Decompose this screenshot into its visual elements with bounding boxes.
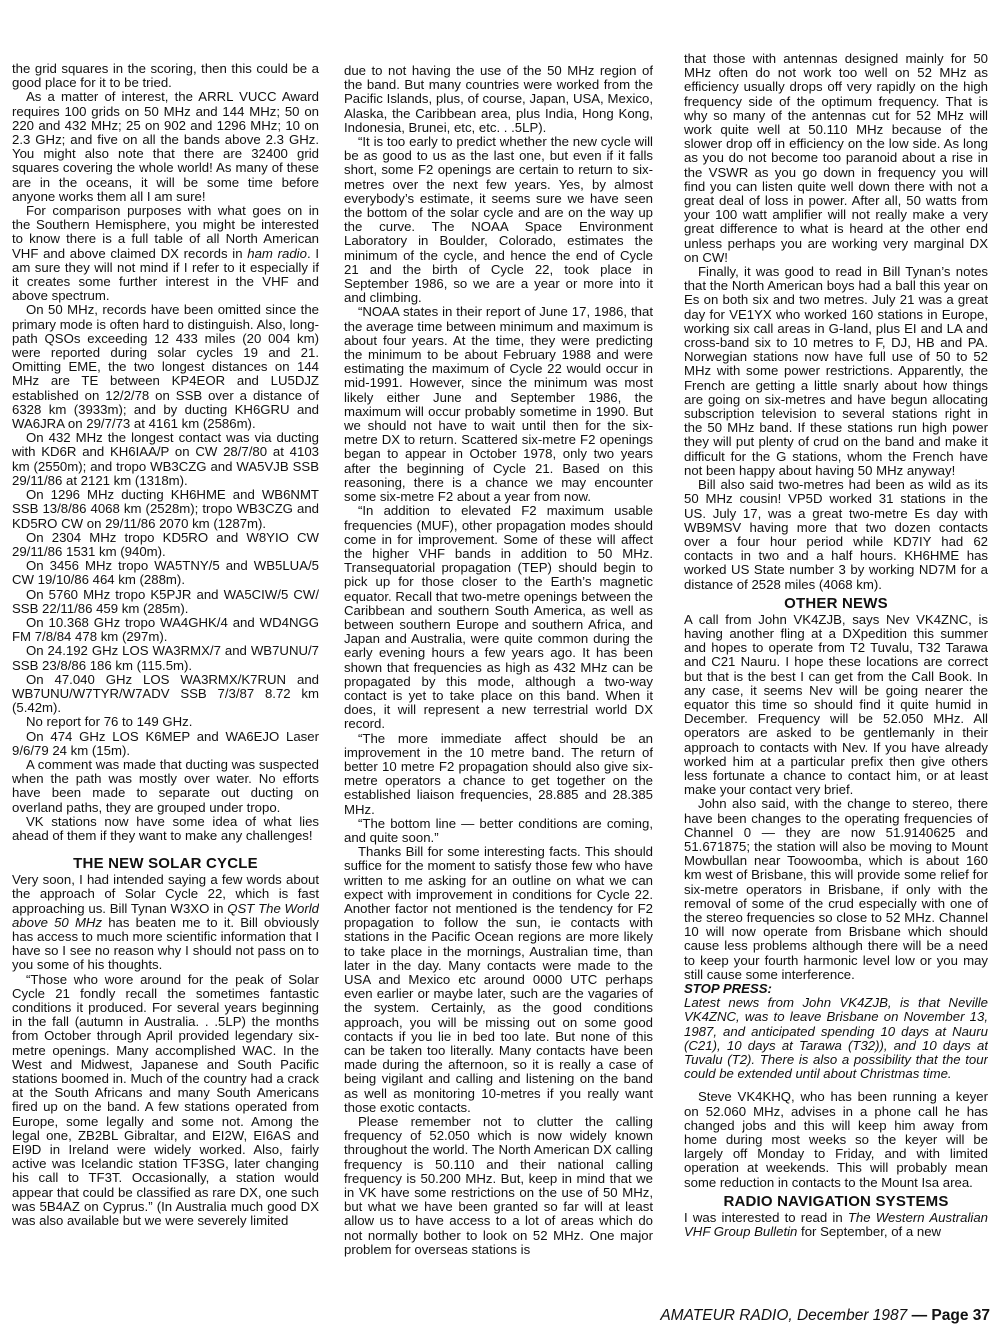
paragraph: “The bottom line — better conditions are coming, and quite soon.” [344, 815, 653, 845]
paragraph: On 474 GHz LOS K6MEP and WA6EJO Laser 9/6/79 24 km (15m). [12, 728, 319, 758]
section-heading-solar-cycle: THE NEW SOLAR CYCLE [73, 855, 258, 873]
stop-press-label: STOP PRESS: [684, 981, 772, 996]
paragraph: “In addition to elevated F2 maximum usable frequencies (MUF), other propagation modes should come in for improvement. Some of these will affect the higher VHF bands in addition to 50 MHz. Transequatorial propagation (TEP) should begin to pick up for those closer to the Earth’s magnetic equator. Recall that two-metre openings between the Caribbean and southern South America, as well as between southern Europe and southern Africa, and Japan and Australia, were quite common during the early evening hours a few years ago. It has been shown that frequencies as high as 432 MHz can be propagated by this mode, although a two-way contact is yet to take place on this band. When it does, it will represent a new terrestrial world DX record. [344, 503, 653, 732]
page-footer [660, 1307, 990, 1325]
column-3 [684, 52, 988, 1295]
paragraph: due to not having the use of the 50 MHz region of the band. But many countries were worked from the Pacific Islands, plus, of course, Japan, USA, Mexico, Alaska, the Caribbean area, plus India, Hong Kong, Indonesia, Brunei, etc, etc. . .5LP). [344, 64, 653, 135]
paragraph: “It is too early to predict whether the new cycle will be as good to us as the last one, but even if it falls short, some F2 openings are certain to return to six-metres over the next few years. Yes, by almost everybody’s estimate, it seems sure we have seen the bottom of the solar cycle and are on the way up the curve. The NOAA Space Environment Laboratory in Boulder, Colorado, estimates the minimum of the cycle, and hence the end of Cycle 21 and the birth of Cycle 22, took place in September 1986, so we are a year or more into it and climbing. [344, 134, 653, 306]
paragraph: Steve VK4KHQ, who has been running a keyer on 52.060 MHz, advises in a phone call he has changed jobs and this will keep him away from home during most weeks so the keyer will be largely off Monday to Friday, and with limited operation at weekends. This will probably mean some reduction in contacts to the Mount Isa area. [684, 1089, 988, 1190]
paragraph: No report for 76 to 149 GHz. [26, 714, 193, 730]
paragraph: On 24.192 GHz LOS WA3RMX/7 and WB7UNU/7 SSB 23/8/86 186 km (115.5m). [12, 643, 319, 673]
paragraph: that those with antennas designed mainly for 50 MHz often do not work too well on 52 MHz as efficiency usually drops off very rapidly on the high frequency side of the optimum frequency. That is why so many of the antennas cut for 52 MHz will work quite well at 50.110 MHz because of the slower drop off in efficiency on the low side. As long as you do not become too paranoid about a rise in the VSWR as you go down in frequency you will find you can listen quite well down there with not a great deal of loss in power. After all, 50 watts from your 100 watt amplifier will not really make a very great difference to what is heard at the other end unless perhaps you are working very marginal DX on CW! [684, 52, 988, 265]
paragraph: the grid squares in the scoring, then this could be a good place for it to be tried. [12, 62, 319, 91]
paragraph: Bill also said two-metres had been as wild as its 50 MHz cousin! VP5D worked 31 stations in the US. July 17, was a great two-metre Es day with WB9MSV having more that two dozen contacts over a four hour period while KD7IY had 62 contacts in two and a half hours. KH6HME has worked US State number 3 by working ND7M for a distance of 2528 miles (4068 km). [684, 477, 988, 592]
paragraph: “NOAA states in their report of June 17, 1986, that the average time between minimum and maximum is about four years. At the time, they were predicting the minimum to be about February 1988 and were estimating the maximum of Cycle 22 would occur in mid-1991. However, since the minimum was most likely either June and September 1986, the maximum will occur probably sometime in 1990. But we should not have to wait until then for the six-metre DX to return. Scattered six-metre F2 openings began to appear in October 1978, only two years after the beginning of Cycle 21. Based on this reasoning, there is a chance we may encounter some six-metre F2 about a year from now. [344, 304, 653, 505]
column-1 [12, 62, 319, 1295]
paragraph: Thanks Bill for some interesting facts. This should suffice for the moment to satisfy those few who have written to me asking for an outline on what we can expect with improvement in conditions for Cycle 22. Another factor not mentioned is the tendency for F2 propagation to follow the sun, ie contacts with stations in the Pacific Ocean regions are more likely to take place in the mornings, Australian time, than later in the day. Many contacts were made to the USA and Mexico etc around 0000 UTC perhaps even earlier or maybe later, such are the vagaries of the system. Certainly, as the good conditions approach, you will be missing out on some good contacts if you lie in bed too late. But none of this can be taken too literally. Many contacts have been made during the afternoon, so it is really a case of being vigilant and calling and listening on the band as well as monitoring 10-metres if you really want those exotic contacts. [344, 844, 653, 1115]
paragraph: Please remember not to clutter the calling frequency of 52.050 which is now widely known throughout the world. The North American DX calling frequency is 50.110 and their national calling frequency is 50.200 MHz. But, keep in mind that we in VK have some restrictions on the use of 50 MHz, but what we have been granted so far will at least allow us to have access to a lot of areas which do not normally bother to look on 52 MHz. One major problem for overseas stations is [344, 1114, 653, 1257]
italic-ref: The Western Australian VHF Group Bulletin [684, 1209, 988, 1240]
italic-ref: QST The World above 50 MHz [12, 900, 319, 930]
paragraph: On 2304 MHz tropo KD5RO and W8YIO CW 29/11/86 1531 km (940m). [12, 529, 319, 559]
paragraph: On 1296 MHz ducting KH6HME and WB6NMT SSB 13/8/86 4068 km (2528m); tropo WB3CZG and KD5RO CW on 29/11/86 2070 km (1287m). [12, 487, 319, 531]
page-number: — Page 37 [911, 1307, 990, 1324]
publication-name: AMATEUR RADIO, December 1987 [660, 1307, 908, 1324]
paragraph: On 10.368 GHz tropo WA4GHK/4 and WD4NGG FM 7/8/84 478 km (297m). [12, 614, 319, 645]
paragraph: A comment was made that ducting was suspected when the path was mostly over water. No efforts have been made to separate out ducting on overland paths, they are grouped under tropo. [12, 756, 319, 815]
paragraph: As a matter of interest, the ARRL VUCC Award requires 100 grids on 50 MHz and 144 MHz; 50 on 220 and 432 MHz; 25 on 902 and 1296 MHz; 10 on 2.3 GHz; and five on all the bands above 2.3 GHz. You might also note that there are 32400 grid squares covering the whole world! As many of these are in the oceans, it will be some time before anyone works them all I am sure! [12, 89, 319, 204]
paragraph: Very soon, I had intended saying a few words about the approach of Solar Cycle 22, which is fast approaching us. Bill Tynan W3XO in QST The World above 50 MHz has beaten me to it. Bill obviously has access to much more scientific information that I have so I see no reason why I should not pass on to you some of his thoughts. [12, 872, 319, 973]
paragraph: “Those who wore around for the peak of Solar Cycle 21 fondly recall the sometimes fantastic conditions it produced. For several years beginning in the fall (autumn in Australia. . .5LP) the months from October through April provided legendary six-metre openings. Many accomplished WAC. In the West and Midwest, Japanese and South Pacific stations boomed in. Much of the country had a crack at the South Africans and many South Americans fired up on the band. A few stations operated from Europe, some legally and some not. Among the legal one, ZB2BL Gibraltar, and EI2W, EI6AS and EI9D in Ireland were widely worked. Also, fairly active was Icelandic station TF3SG, later changing his call to TF3T. Occasionally, a station would appear that could be classified as rare DX, one such was 5B4AZ on Cyprus.” (In Australia much good DX was also available but we were severely limited [12, 971, 319, 1229]
paragraph: On 3456 MHz tropo WA5TNY/5 and WB5LUA/5 CW 19/10/86 464 km (288m). [12, 558, 319, 588]
section-heading-radio-navigation: RADIO NAVIGATION SYSTEMS [723, 1192, 949, 1210]
paragraph: VK stations now have some idea of what lies ahead of them if they want to make any challenges! [12, 813, 319, 843]
paragraph: John also said, with the change to stereo, there have been changes to the operating frequencies of Channel 0 — they are now 51.9140625 and 51.671875; the station will also be moving to Mount Mowbullan near Toowoomba, which is about 160 km west of Brisbane, this will provide some relief for six-metre operators in Brisbane, if only with the removal of some of the crud especially with one of the stereo frequencies so close to 52 MHz. Channel 10 will now operate from Brisbane which should cause less problems although there will be a need to keep your fourth harmonic level low or you may still cause some interference. [684, 796, 988, 982]
paragraph: “The more immediate affect should be an improvement in the 10 metre band. The return of better 10 metre F2 propagation should also give six-metre operators a chance to get together on the established liaison frequencies, 28.885 and 28.385 MHz. [344, 730, 653, 817]
paragraph: I was interested to read in The Western Australian VHF Group Bulletin for September, of a new [684, 1209, 988, 1240]
paragraph: On 47.040 GHz LOS WA3RMX/K7RUN and WB7UNU/W7TYR/W7ADV SSB 7/3/87 8.72 km (5.42m). [12, 671, 319, 716]
paragraph: On 5760 MHz tropo K5PJR and WA5CIW/5 CW/ SSB 22/11/86 459 km (285m). [12, 586, 319, 616]
italic-ref: ham radio [247, 245, 307, 261]
paragraph: For comparison purposes with what goes on in the Southern Hemisphere, you might be interested to know there is a full table of all North American VHF and above claimed DX records in ham radio. I am sure they will not mind if I refer to it especially if it creates some further interest in the VHF and above spectrum. [12, 203, 319, 304]
stop-press-body: Latest news from John VK4ZJB, is that Neville VK4ZNC, was to leave Brisbane on November 13, 1987, and anticipated spending 10 days at Nauru (C21), 10 days at Tarawa (T32)), and 10 days at Tuvalu (T2). There is also a possibility that the tour could be extended until about Christmas time. [684, 995, 988, 1082]
paragraph: A call from John VK4ZJB, says Nev VK4ZNC, is having another fling at a DXpedition this summer and hopes to operate from T2 Tuvalu, T32 Tarawa and C21 Nauru. I hope these locations are correct but that is the best I can get from the Call Book. In any case, it seems Nev will be going nearer the equator this time so should find it quite humid in December. Frequency will be 52.050 MHz. All operators are asked to be gentlemanly in their approach to contacts with Nev. If you have already worked him at a particular prefix then give others less fortunate a chance to contact him, or at least make your contact very brief. [684, 611, 988, 798]
paragraph: Finally, it was good to read in Bill Tynan’s notes that the North American boys had a ball this year on Es on both six and two metres. July 21 was a great day for VE1YX who worked 160 stations in Europe, working six call areas in G-land, plus EI and LA and cross-band six to 10 metres to F, DJ, HB and PA. Norwegian stations now have full use of 50 to 52 MHz with some power restrictions. Apparently, the French are getting a little snarly about how things are going on six-metres and have begun allocating subscription television to several stations right in the 50 MHz band. If these stations run high power they will put plenty of crud on the band and make it difficult for the G stations, whom the French have not been happy about having 50 MHz anyway! [684, 264, 988, 478]
paragraph: On 432 MHz the longest contact was via ducting with KD6R and KH6IAA/P on CW 28/7/80 at 4103 km (2550m); and tropo WB3CZG and WA5VJB SSB 29/11/86 at 2121 km (1318m). [12, 430, 319, 488]
paragraph: On 50 MHz, records have been omitted since the primary mode is often hard to distinguish. Also, long-path QSOs exceeding 12 433 miles (20 004 km) were reported during solar cycles 19 and 21. Omitting EME, the two longest distances on 144 MHz are TE between KP4EOR and LU5DJZ established on 12/2/78 on SSB over a distance of 6328 km (3933m); and by ducting KH6GRU and WA6JRA on 29/7/73 at 4161 km (2586m). [12, 302, 319, 432]
section-heading-other-news: OTHER NEWS [784, 594, 888, 612]
column-2 [344, 64, 653, 1295]
